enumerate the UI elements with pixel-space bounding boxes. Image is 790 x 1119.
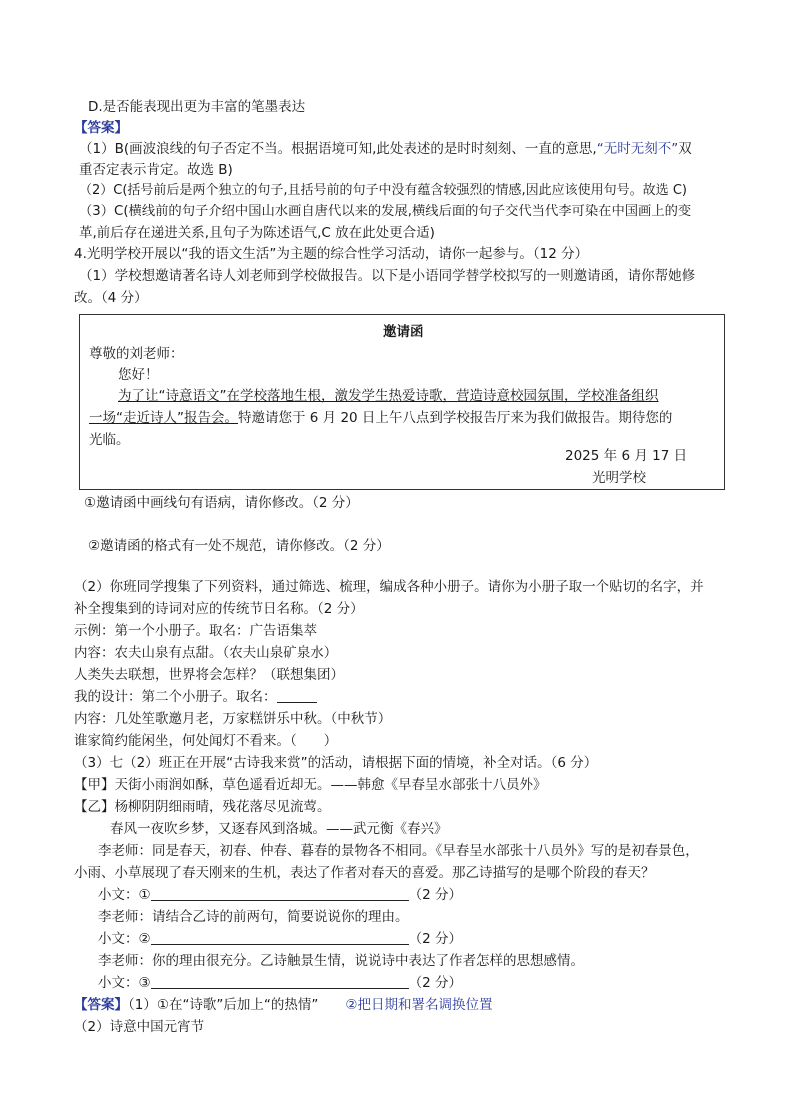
answer-1-line1: （1）B(画波浪线的句子否定不当。根据语境可知,此处表述的是时时刻刻、一直的意思,“无时无刻不”双 (79, 141, 692, 157)
answer-3-line1: （3）C(横线前的句子介绍中国山水画自唐代以来的发展,横线后面的句子交代当代李可染在中国画上的变 (79, 204, 692, 219)
question-4: 4.光明学校开展以“我的语文生活”为主题的综合性学习活动，请你一起参与。（12 分） (74, 246, 589, 262)
question-4-1-line1: （1）学校想邀请著名诗人刘老师到学校做报告。以下是小语同学替学校拟写的一则邀请函，请你帮她修 (79, 268, 696, 284)
final-answer-line2: （2）诗意中国元宵节 (74, 1019, 205, 1035)
my-design-line3: 谁家简约能闲坐，何处闻灯不看来。（ ） (74, 733, 338, 749)
xiaowen-answer-3: 小文：③ （2 分） (98, 975, 462, 991)
question-4-1-line2: 改。（4 分） (74, 290, 148, 306)
sub-question-1: ①邀请函中画线句有语病，请你修改。（2 分） (84, 495, 359, 511)
answer-3-line2: 革,前后存在递进关系,且句子为陈述语气,C 放在此处更合适) (79, 225, 435, 241)
my-design-line1: 我的设计：第二个小册子。取名： (74, 686, 317, 708)
example-line1: 示例：第一个小册子。取名：广告语集萃 (74, 623, 317, 639)
example-line2: 内容：农夫山泉有点甜。（农夫山泉矿泉水） (74, 645, 338, 661)
teacher-li-3: 李老师：你的理由很充分。乙诗触景生情，说说诗中表达了作者怎样的思想感情。 (98, 953, 584, 969)
sub-question-2: ②邀请函的格式有一处不规范，请你修改。（2 分） (88, 538, 390, 554)
answer-label: 【答案】 (74, 120, 128, 136)
letter-salutation: 尊敬的刘老师： (89, 346, 184, 362)
option-d: D.是否能表现出更为丰富的笔墨表达 (88, 99, 306, 115)
answer-2: （2）C(括号前后是两个独立的句子,且括号前的句子中没有蕴含较强烈的情感,因此应该使用句号。故选 C) (79, 183, 687, 198)
letter-signature: 光明学校 (592, 470, 646, 486)
letter-greeting: 您好！ (118, 367, 159, 383)
answer-blank-2[interactable] (151, 930, 409, 945)
final-answer-line1: 【答案】（1）①在“诗歌”后加上“的热情” ②把日期和署名调换位置 (74, 997, 493, 1013)
name-blank[interactable] (277, 688, 317, 703)
xiaowen-answer-1: 小文：① （2 分） (98, 887, 462, 903)
question-2-line1: （2）你班同学搜集了下列资料，通过筛选、梳理，编成各种小册子。请你为小册子取一个贴切的名字，并 (74, 579, 704, 595)
answer-blank-1[interactable] (151, 886, 409, 901)
teacher-li-1-line2: 小雨、小草展现了春天刚来的生机，表达了作者对春天的喜爱。那乙诗描写的是哪个阶段的春天？ (74, 865, 655, 881)
question-2-line2: 补全搜集到的诗词对应的传统节日名称。（2 分） (74, 601, 364, 617)
teacher-li-1-line1: 李老师：同是春天，初春、仲春、暮春的景物各不相同。《早春呈水部张十八员外》写的是初春景色， (98, 843, 699, 859)
my-design-line2: 内容：几处笙歌邀月老，万家糕饼乐中秋。（中秋节） (74, 711, 392, 727)
question-3: （3）七（2）班正在开展“古诗我来赏”的活动，请根据下面的情境，补全对话。（6 分） (74, 755, 598, 771)
poem-yi-line2: 春风一夜吹乡梦，又逐春风到洛城。——武元衡《春兴》 (110, 821, 448, 837)
letter-title: 邀请函 (383, 324, 424, 340)
example-line3: 人类失去联想，世界将会怎样？（联想集团） (74, 667, 344, 683)
letter-date: 2025 年 6 月 17 日 (565, 448, 688, 464)
letter-body-line3: 光临。 (89, 432, 130, 448)
letter-body-underlined-1: 为了让“诗意语文”在学校落地生根，激发学生热爱诗歌，营造诗意校园氛围，学校准备组织 (118, 388, 659, 404)
xiaowen-answer-2: 小文：② （2 分） (98, 931, 462, 947)
poem-yi-line1: 【乙】杨柳阴阴细雨晴，残花落尽见流莺。 (74, 799, 331, 815)
teacher-li-2: 李老师：请结合乙诗的前两句，简要说说你的理由。 (98, 909, 409, 925)
answer-1-line2: 重否定表示肯定。故选 B) (79, 162, 233, 178)
poem-jia: 【甲】天街小雨润如酥，草色遥看近却无。——韩愈《早春呈水部张十八员外》 (74, 777, 547, 793)
answer-blank-3[interactable] (151, 974, 409, 989)
letter-body-line2: 一场“走近诗人”报告会。特邀请您于 6 月 20 日上午八点到学校报告厅来为我们做报告。期待您的 (89, 410, 673, 426)
invitation-letter-box (79, 314, 725, 490)
